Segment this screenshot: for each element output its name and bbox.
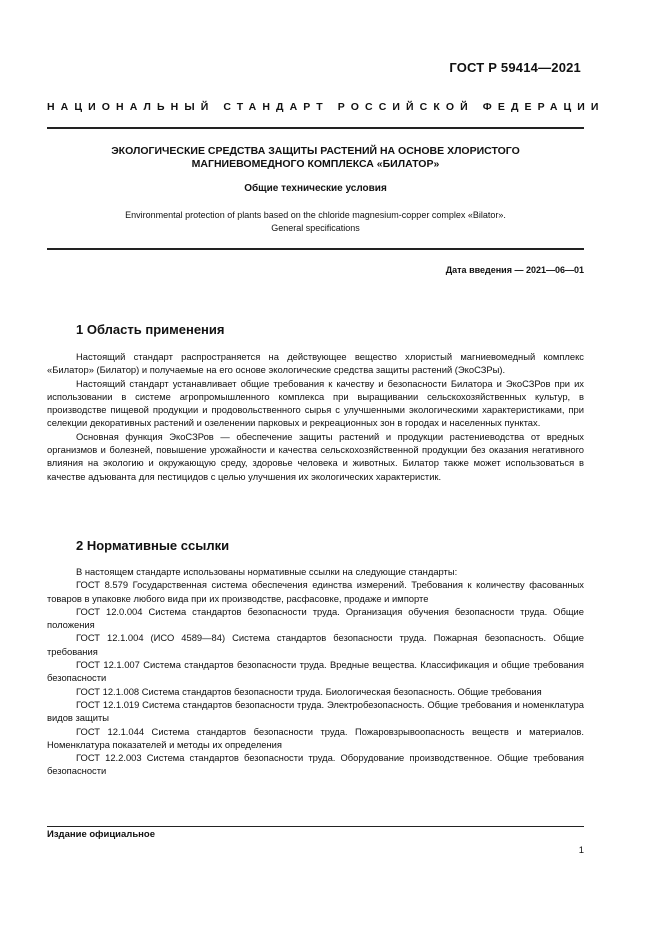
reference-item: ГОСТ 8.579 Государственная система обеспечения единства измерений. Требования к количеству фасованных товаров в упаковке любого вида при их производстве, расфасовке, продаже и импорте (47, 579, 584, 604)
reference-item: ГОСТ 12.1.008 Система стандартов безопасности труда. Биологическая безопасность. Общие требования (76, 685, 542, 697)
edition-label: Издание официальное (47, 829, 155, 840)
reference-item: ГОСТ 12.1.004 (ИСО 4589—84) Система стандартов безопасности труда. Пожарная безопасность. Общие требования (47, 632, 584, 657)
reference-item: ГОСТ 12.2.003 Система стандартов безопасности труда. Оборудование производственное. Общие требования безопасности (47, 752, 584, 777)
section-heading-references: 2 Нормативные ссылки (76, 538, 230, 553)
reference-item: ГОСТ 12.0.004 Система стандартов безопасности труда. Организация обучения безопасности труда. Общие положения (47, 605, 584, 631)
reference-item: ГОСТ 12.1.019 Система стандартов безопасности труда. Электробезопасность. Общие требования и номенклатура видов защиты (47, 698, 584, 724)
reference-item: ГОСТ 12.1.044 Система стандартов безопасности труда. Пожаровзрывоопасность веществ и материалов. Номенклатура показателей и методы их определения (47, 725, 584, 750)
document-title-line-2: МАГНИЕВОМЕДНОГО КОМПЛЕКСА «БИЛАТОР» (191, 158, 440, 170)
english-title-line-2: General specifications (271, 222, 360, 233)
section-body-scope (47, 350, 584, 483)
footer-divider (47, 826, 584, 827)
standard-number: ГОСТ Р 59414—2021 (449, 60, 581, 75)
title-divider (47, 248, 584, 250)
paragraph: Основная функция ЭкоСЗРов — обеспечение защиты растений и продукции растениеводства от вредных организмов и болезней, повышение урожайности и качества сельскохозяйственной продукции без оказания негативного влияния на экологию и окружающую среду, здоровье человека и животных. Билатор также может использоваться в качестве адъюванта для пестицидов с целью улучшения их экологических характеристик. (47, 430, 584, 482)
paragraph: Настоящий стандарт распространяется на действующее вещество хлористый магниевомедный комплекс «Билатор» (Билатор) и получаемые на его основе экологические средства защиты растений (ЭкоСЗРы). (47, 351, 584, 376)
english-title (47, 209, 584, 234)
section-body-references (47, 565, 584, 778)
paragraph: Настоящий стандарт устанавливает общие требования к качеству и безопасности Билатора и ЭкоСЗРов при их использовании в системе агропромышленного комплекса при выращивании сельскохозяйственных культур, в производстве пищевой продукции и продовольственного сырья с улучшенными экологическими характеристиками, при селекции декоративных растений и озеленении парковых и рекреационных зон в городах и населенных пунктах. (47, 377, 584, 429)
national-standard-title: НАЦИОНАЛЬНЫЙ СТАНДАРТ РОССИЙСКОЙ ФЕДЕРАЦИИ (47, 101, 605, 113)
english-title-line-1: Environmental protection of plants based on the chloride magnesium-copper complex «Bilator». (125, 210, 506, 220)
document-title-line-1: ЭКОЛОГИЧЕСКИЕ СРЕДСТВА ЗАЩИТЫ РАСТЕНИЙ НА ОСНОВЕ ХЛОРИСТОГО (111, 145, 520, 157)
document-subtitle: Общие технические условия (244, 183, 387, 194)
top-divider (47, 127, 584, 129)
paragraph: В настоящем стандарте использованы нормативные ссылки на следующие стандарты: (76, 566, 458, 577)
reference-item: ГОСТ 12.1.007 Система стандартов безопасности труда. Вредные вещества. Классификация и общие требования безопасности (47, 659, 584, 684)
section-heading-scope: 1 Область применения (76, 322, 225, 337)
document-title (47, 145, 584, 171)
page-number: 1 (578, 845, 584, 856)
introduction-date: Дата введения — 2021—06—01 (445, 265, 584, 275)
